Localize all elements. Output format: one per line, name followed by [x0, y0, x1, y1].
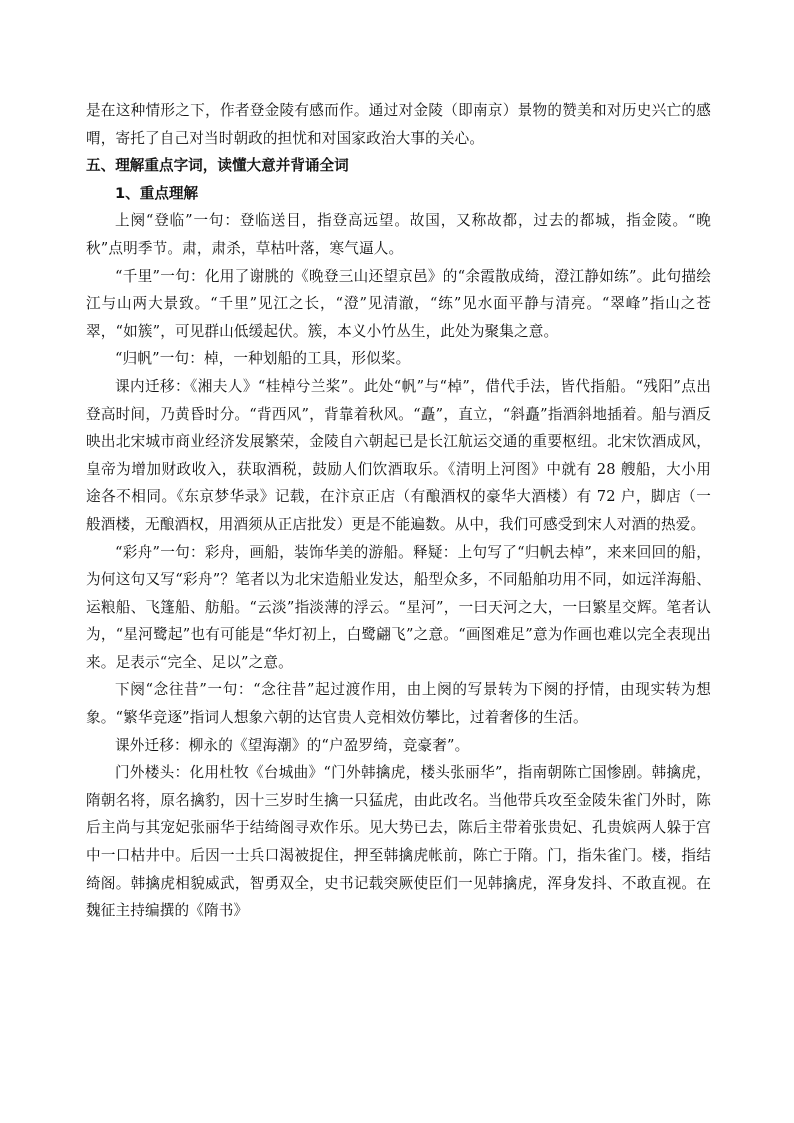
- paragraph-guifan: “归帆”一句：棹，一种划船的工具，形似桨。: [115, 350, 411, 368]
- paragraph-menwailoutou: 门外楼头：化用杜牧《台城曲》“门外韩擒虎，楼头张丽华”，指南朝陈亡国惨剧。韩擒虎，隋朝名将，原名擒豹，因十三岁时生擒一只猛虎，由此改名。当他带兵攻至金陵朱雀门外时，陈后主尚与其宠妃张丽华于结绮阁寻欢作乐。见大势已去，陈后主带着张贵妃、孔贵嫔两人躲于宫中一口枯井中。后因一士兵口渴被捉住，押至韩擒虎帐前，陈亡于隋。门，指朱雀门。楼，指结绮阁。韩擒虎相貌威武，智勇双全，史书记载突厥使臣们一见韩擒虎，浑身发抖、不敢直视。在魏征主持编撰的《隋书》: [86, 764, 711, 920]
- paragraph-caizhou: “彩舟”一句：彩舟，画船，装饰华美的游船。释疑：上句写了“归帆去棹”，来来回回的船，为何这句又写“彩舟”？笔者以为北宋造船业发达，船型众多，不同船舶功用不同，如远洋海船、运粮船、飞篷船、舫船。“云淡”指淡薄的浮云。“星河”，一曰天河之大，一曰繁星交辉。笔者认为，“星河鹭起”也有可能是“华灯初上，白鹭翩飞”之意。“画图难足”意为作画也难以完全表现出来。足表示“完全、足以”之意。: [86, 543, 711, 671]
- subsection-heading: 1、重点理解: [115, 184, 199, 202]
- document-body: [86, 97, 711, 925]
- paragraph-qianli: “千里”一句：化用了谢朓的《晚登三山还望京邑》的“余霞散成绮，澄江静如练”。此句描绘江与山两大景致。“千里”见江之长，“澄”见清澈，“练”见水面平静与清亮。“翠峰”指山之苍翠，“如簇”，可见群山低缓起伏。簇，本义小竹丛生，此处为聚集之意。: [86, 267, 711, 340]
- paragraph-kewai-qianyi: 课外迁移：柳永的《望海潮》的“户盈罗绮，竞豪奢”。: [115, 736, 470, 754]
- intro-paragraph: 是在这种情形之下，作者登金陵有感而作。通过对金陵（即南京）景物的赞美和对历史兴亡的感喟，寄托了自己对当时朝政的担忧和对国家政治大事的关心。: [86, 102, 711, 147]
- paragraph-dengling: 上阕“登临”一句：登临送目，指登高远望。故国，又称故都，过去的都城，指金陵。“晚秋”点明季节。肃，肃杀，草枯叶落，寒气逼人。: [86, 212, 711, 257]
- paragraph-nianwangxi: 下阕“念往昔”一句：“念往昔”起过渡作用，由上阕的写景转为下阕的抒情，由现实转为想象。“繁华竞逐”指词人想象六朝的达官贵人竞相效仿攀比，过着奢侈的生活。: [86, 681, 711, 727]
- section-heading: 五、理解重点字词，读懂大意并背诵全词: [86, 157, 349, 175]
- paragraph-kenei-qianyi: 课内迁移：《湘夫人》“桂棹兮兰桨”。此处“帆”与“棹”，借代手法，皆代指船。“残阳”点出登高时间，乃黄昏时分。“背西风”，背靠着秋风。“矗”，直立，“斜矗”指酒斜地插着。船与酒反映出北宋城市商业经济发展繁荣，金陵自六朝起已是长江航运交通的重要枢纽。北宋饮酒成风，皇帝为增加财政收入，获取酒税，鼓励人们饮酒取乐。《清明上河图》中就有 28 艘船，大小用途各不相同。《东京梦华录》记载，在汴京正店（有酿酒权的豪华大酒楼）有 72 户，脚店（一般酒楼，无酿酒权，用酒须从正店批发）更是不能遍数。从中，我们可感受到宋人对酒的热爱。: [86, 377, 711, 533]
